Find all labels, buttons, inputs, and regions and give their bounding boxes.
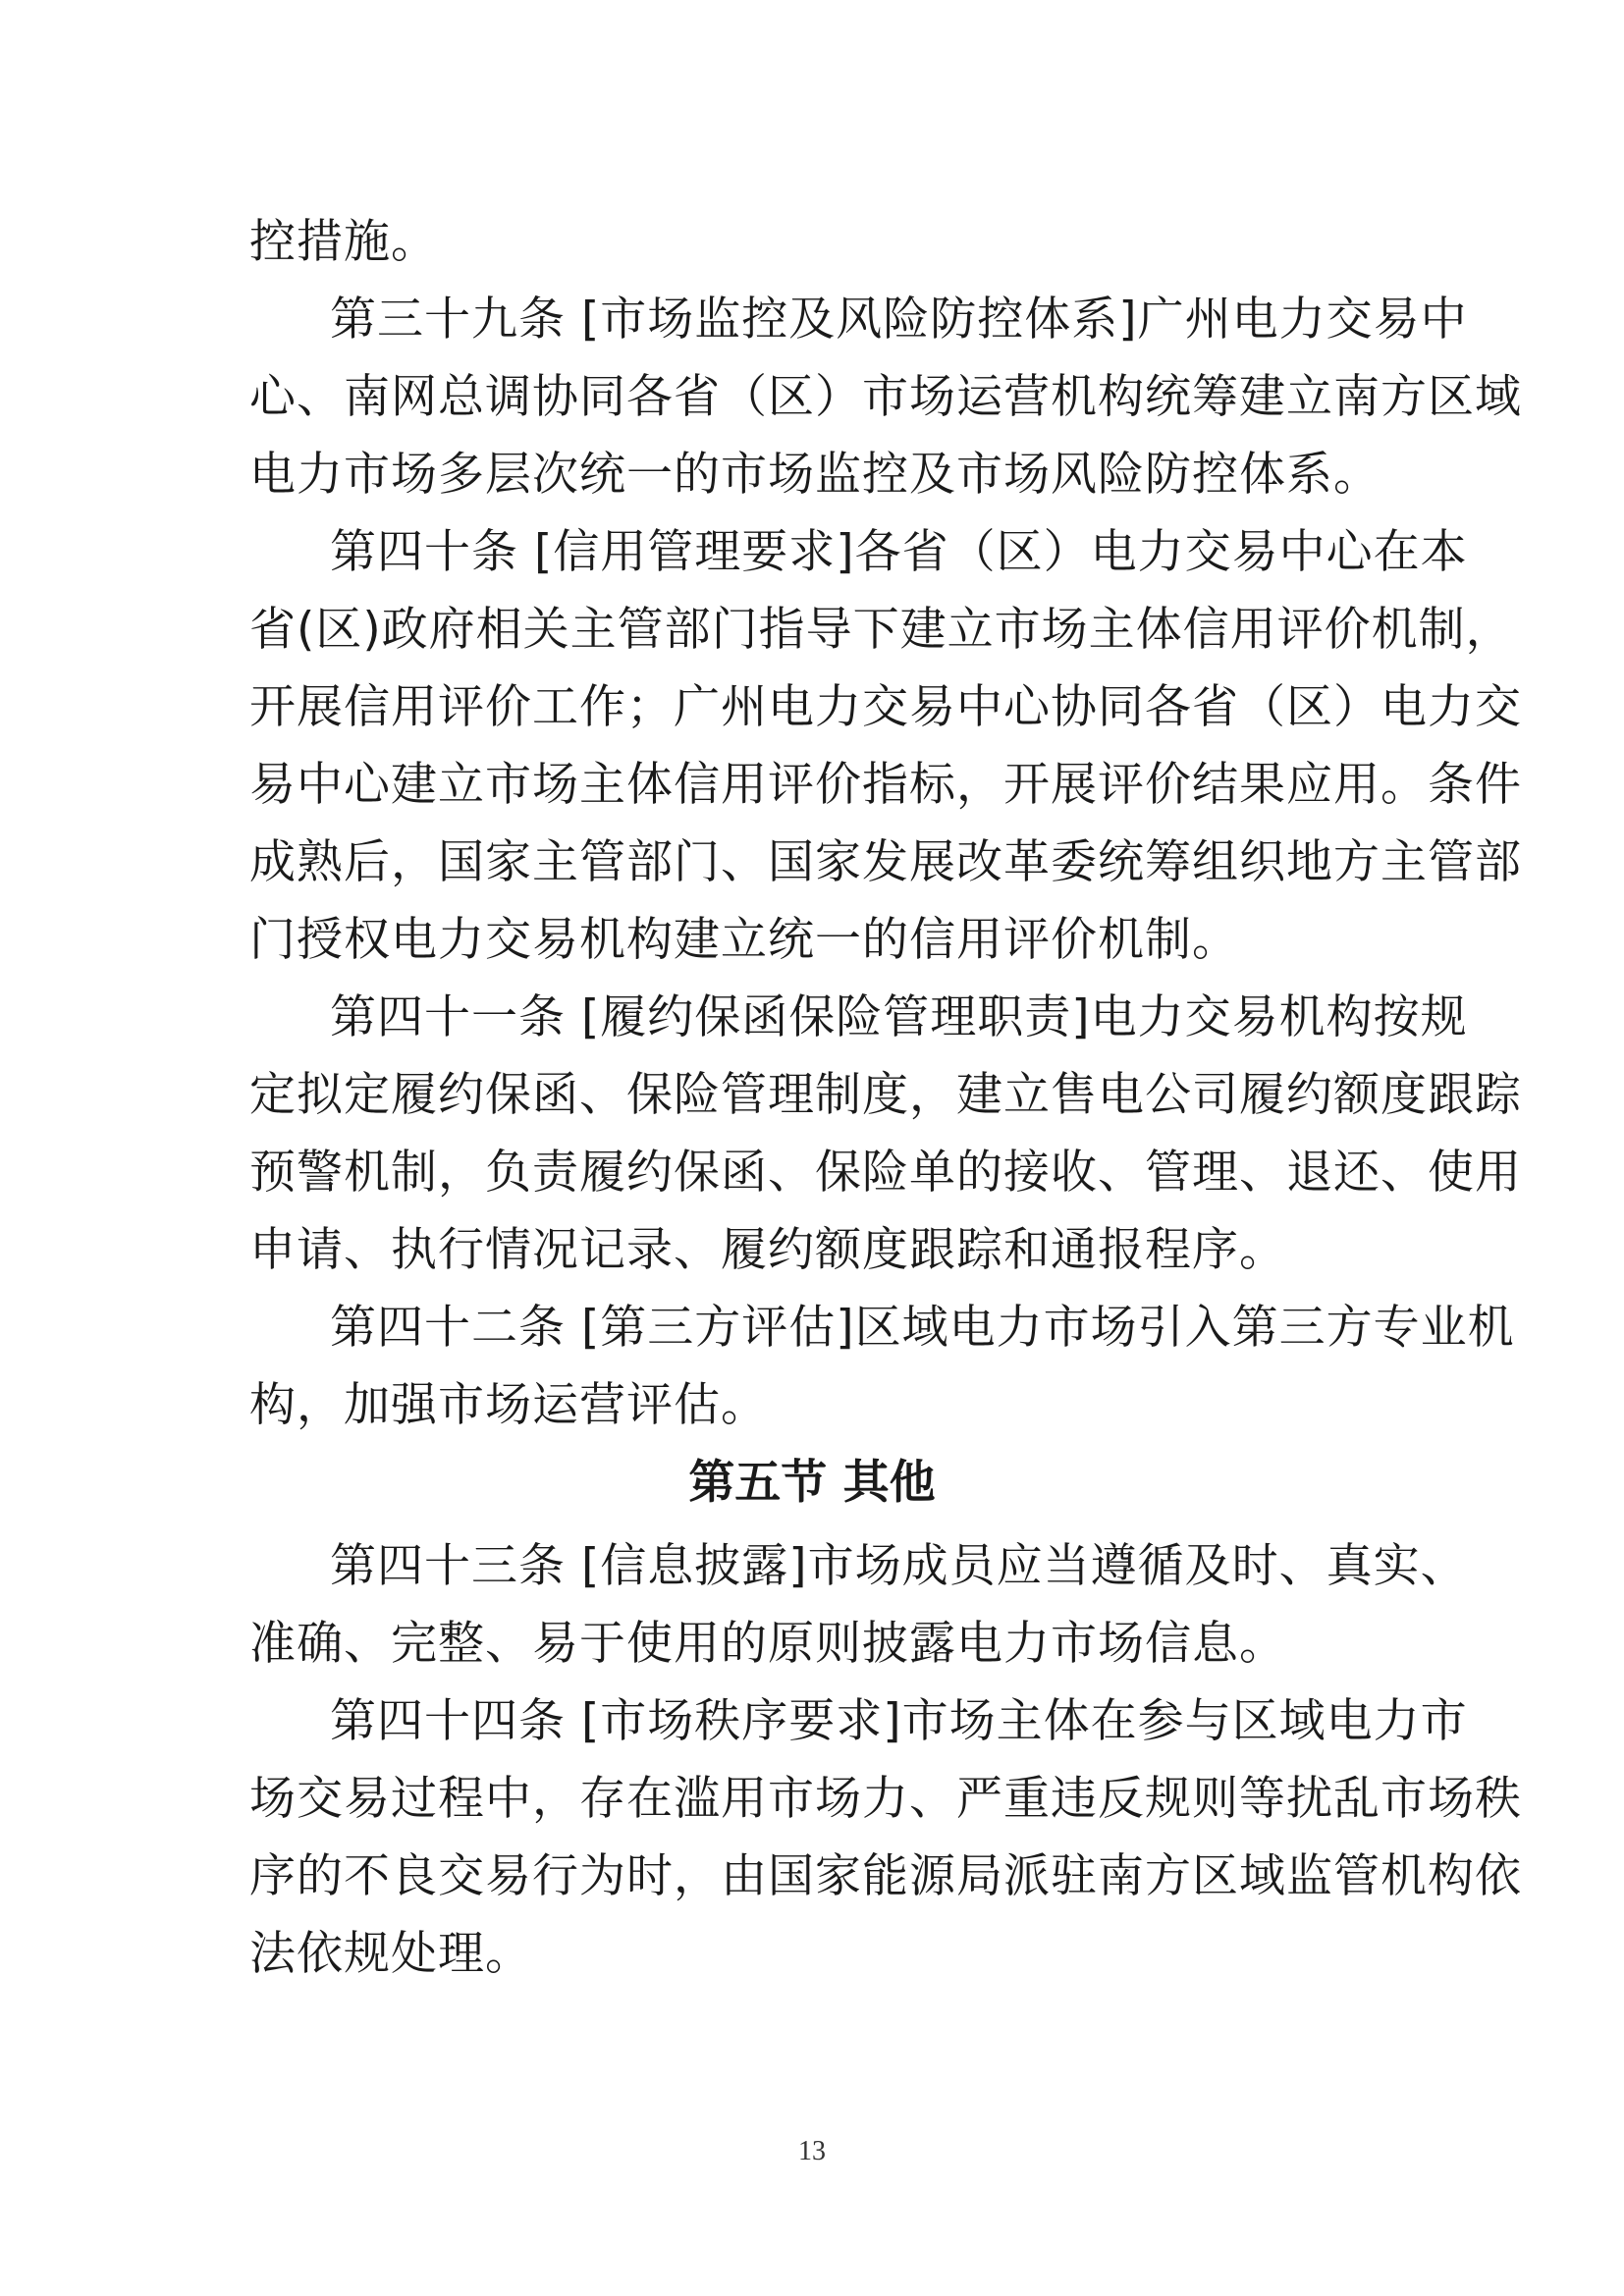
page-number: 13 [798,2136,826,2166]
text-line: 门授权电力交易机构建立统一的信用评价机制。 [249,913,1239,967]
text-line: 成熟后，国家主管部门、国家发展改革委统筹组织地方主管部 [249,835,1522,889]
text-line: 控措施。 [249,215,438,269]
text-line: 易中心建立市场主体信用评价指标，开展评价结果应用。条件 [249,758,1522,812]
text-line: 定拟定履约保函、保险管理制度，建立售电公司履约额度跟踪 [249,1068,1522,1122]
text-line: 电力市场多层次统一的市场监控及市场风险防控体系。 [249,448,1380,502]
text-line: 心、南网总调协同各省（区）市场运营机构统筹建立南方区域 [249,370,1522,424]
text-line: 申请、执行情况记录、履约额度跟踪和通报程序。 [249,1223,1286,1277]
text-line: 序的不良交易行为时，由国家能源局派驻南方区域监管机构依 [249,1849,1522,1903]
text-line: 第四十二条 [第三方评估]区域电力市场引入第三方专业机 [330,1301,1515,1355]
text-line: 准确、完整、易于使用的原则披露电力市场信息。 [249,1617,1286,1671]
text-line: 场交易过程中，存在滥用市场力、严重违反规则等扰乱市场秩 [249,1772,1522,1826]
text-line: 第四十四条 [市场秩序要求]市场主体在参与区域电力市 [330,1694,1468,1748]
text-line: 预警机制，负责履约保函、保险单的接收、管理、退还、使用 [249,1146,1522,1200]
text-line: 开展信用评价工作；广州电力交易中心协同各省（区）电力交 [249,680,1522,734]
text-line: 省(区)政府相关主管部门指导下建立市场主体信用评价机制， [249,603,1513,657]
section-heading: 第五节 其他 [688,1456,936,1510]
text-line: 构，加强市场运营评估。 [249,1378,768,1432]
text-line: 第四十一条 [履约保函保险管理职责]电力交易机构按规 [330,990,1468,1044]
text-line: 第四十条 [信用管理要求]各省（区）电力交易中心在本 [330,525,1468,579]
text-line: 第四十三条 [信息披露]市场成员应当遵循及时、真实、 [330,1539,1468,1593]
text-line: 第三十九条 [市场监控及风险防控体系]广州电力交易中 [330,293,1468,347]
text-line: 法依规处理。 [249,1927,532,1981]
